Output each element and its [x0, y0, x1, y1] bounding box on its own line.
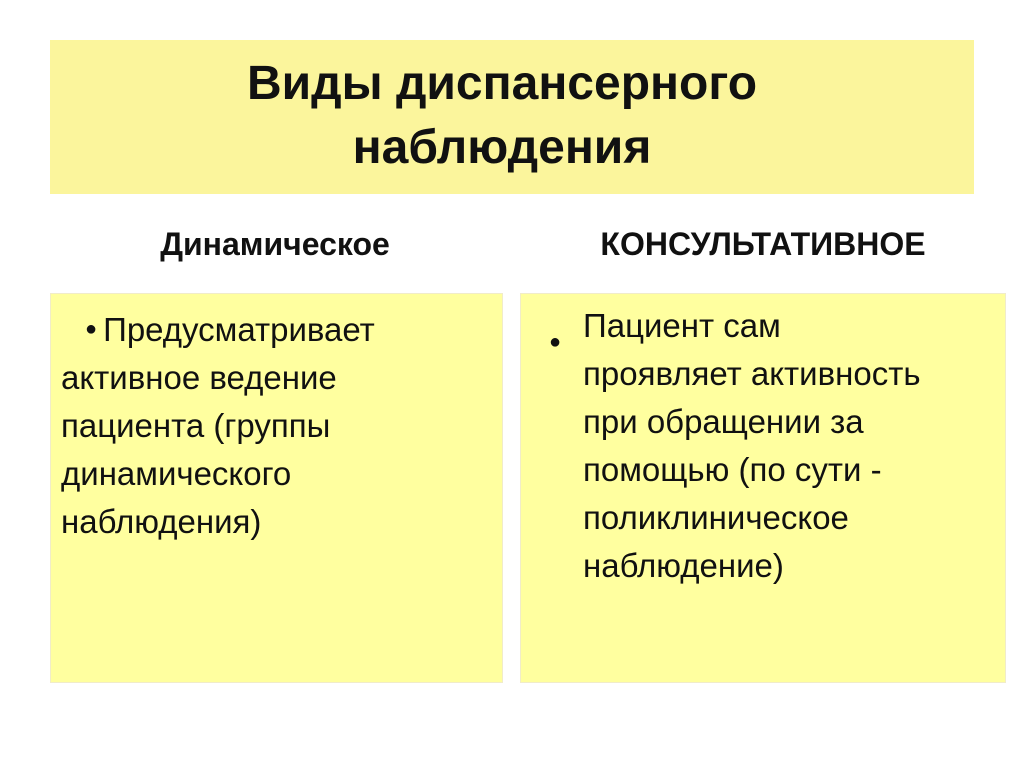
title-box: [50, 40, 974, 194]
panel-dynamic-line-3: пациента (группы: [61, 407, 331, 444]
panel-dynamic-line-1: Предусматривает: [103, 311, 375, 348]
title-line-2: наблюдения: [352, 121, 652, 174]
panel-consultative-line-1: Пациент сам: [583, 307, 781, 344]
panel-dynamic-first-line: [61, 306, 491, 354]
bullet-icon: ●: [549, 331, 562, 353]
panel-consultative-line-3: при обращении за: [583, 403, 864, 440]
panel-dynamic: [50, 293, 503, 683]
panel-dynamic-text: [61, 306, 491, 546]
bullet-icon: ●: [85, 318, 98, 340]
panel-dynamic-line-4: динамического: [61, 455, 292, 492]
slide-title: [50, 52, 954, 180]
panel-consultative-line-4: помощью (по сути -: [583, 451, 882, 488]
heading-consultative: КОНСУЛЬТАТИВНОЕ: [600, 226, 926, 262]
title-line-1: Виды диспансерного: [246, 57, 758, 110]
panel-consultative-line-6: наблюдение): [583, 547, 784, 584]
panel-consultative-line-2: проявляет активность: [583, 355, 921, 392]
panel-consultative-lines: [583, 302, 1003, 590]
panel-consultative-line-5: поликлиническое: [583, 499, 849, 536]
panel-dynamic-line-5: наблюдения): [61, 503, 262, 540]
panel-consultative: [520, 293, 1006, 683]
heading-dynamic: Динамическое: [160, 226, 390, 262]
panel-dynamic-line-2: активное ведение: [61, 359, 337, 396]
